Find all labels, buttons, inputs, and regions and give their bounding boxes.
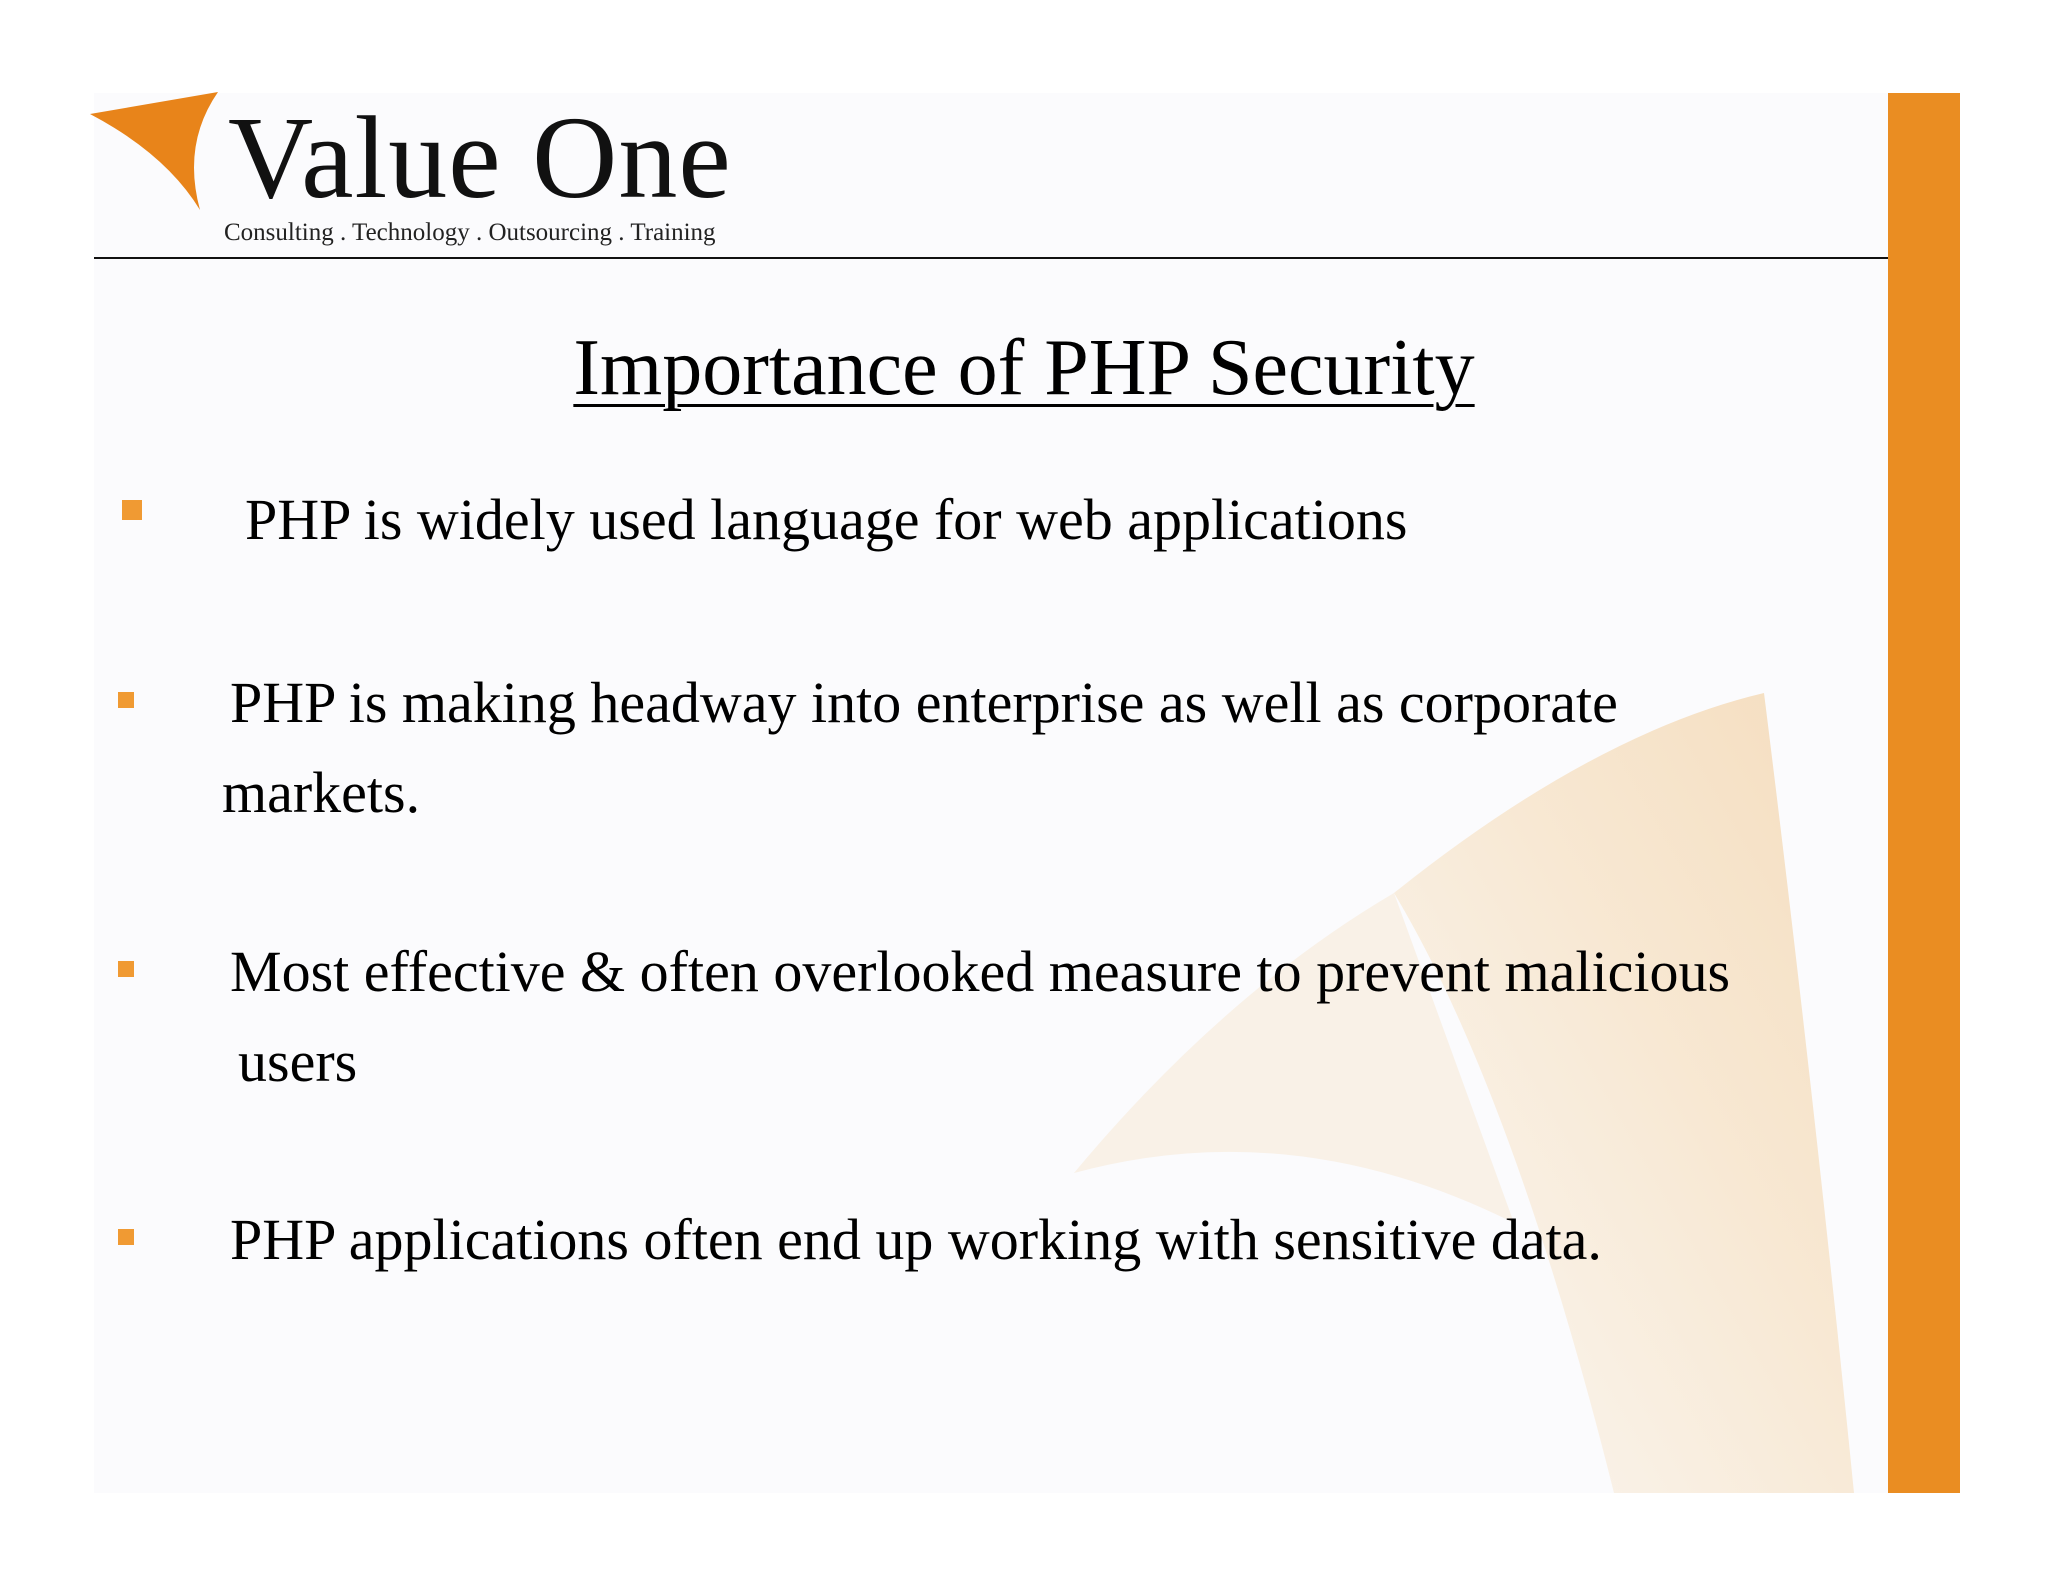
slide-title: Importance of PHP Security <box>573 324 1475 412</box>
bullet-4-line-1: PHP applications often end up working with sensitive data. <box>230 1207 1602 1272</box>
company-logo <box>90 92 810 252</box>
right-accent-bar <box>1888 93 1960 1493</box>
bullet-2-line-1: PHP is making headway into enterprise as well as corporate <box>230 670 1618 735</box>
orange-chevron-icon <box>90 92 220 212</box>
bullet-3-line-1: Most effective & often overlooked measure to prevent malicious <box>230 939 1731 1004</box>
bullet-3-line-2: users <box>238 1029 358 1094</box>
bullet-marker <box>118 1229 134 1245</box>
bullet-marker <box>122 500 142 520</box>
bullet-marker <box>118 961 134 977</box>
logo-name: Value One <box>228 92 732 223</box>
logo-tagline: Consulting . Technology . Outsourcing . Training <box>224 219 716 246</box>
bullet-2-line-2: markets. <box>222 760 421 825</box>
bullet-1-line-1: PHP is widely used language for web applications <box>245 487 1408 552</box>
bullet-marker <box>118 692 134 708</box>
header-divider <box>94 257 1888 259</box>
